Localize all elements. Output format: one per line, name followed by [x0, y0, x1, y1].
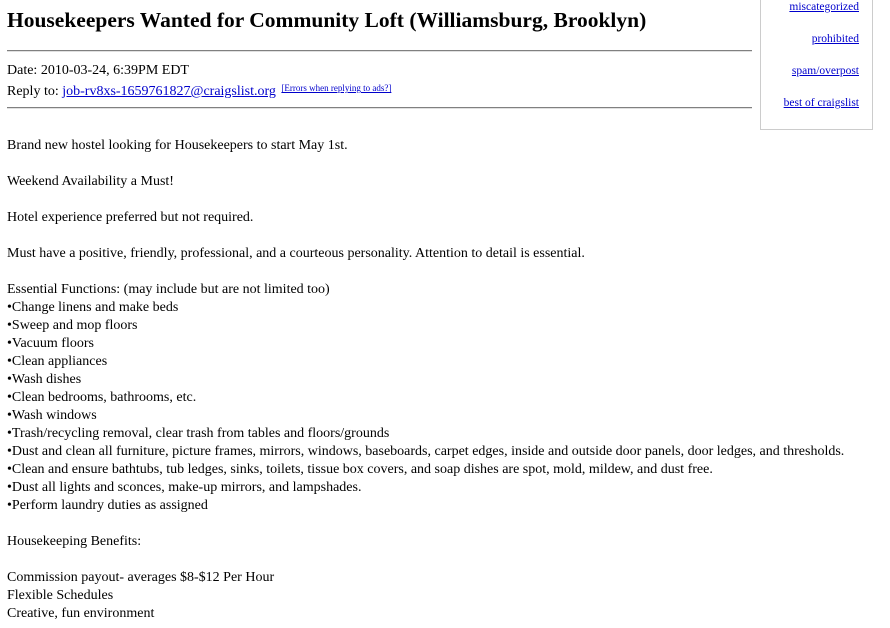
flag-box: [760, 0, 873, 130]
body-paragraph: Brand new hostel looking for Housekeepers to start May 1st.: [7, 138, 348, 153]
post-body: [7, 137, 844, 623]
function-item: • Clean appliances: [7, 353, 844, 371]
reply-errors-link[interactable]: [Errors when replying to ads?]: [281, 83, 392, 93]
function-item: • Vacuum floors: [7, 335, 844, 353]
benefits-heading: Housekeeping Benefits:: [7, 534, 142, 549]
function-item: • Trash/recycling removal, clear trash from tables and floors/grounds: [7, 425, 844, 443]
flag-link-prohibited[interactable]: prohibited: [811, 33, 859, 45]
benefits-list: [7, 569, 844, 623]
benefit-item: Flexible Schedules: [7, 588, 114, 603]
function-item: • Wash windows: [7, 407, 844, 425]
function-item: • Change linens and make beds: [7, 299, 844, 317]
flag-link-miscategorized[interactable]: miscategorized: [789, 1, 859, 13]
benefit-item: Commission payout- averages $8-$12 Per Hour: [7, 570, 275, 585]
flag-link-best-of-craigslist[interactable]: best of craigslist: [783, 97, 859, 109]
function-item: • Sweep and mop floors: [7, 317, 844, 335]
reply-label: Reply to:: [7, 84, 63, 99]
functions-heading: Essential Functions: (may include but are not limited too): [7, 282, 330, 297]
function-item: • Dust all lights and sconces, make-up mirrors, and lampshades.: [7, 479, 844, 497]
function-item: • Clean and ensure bathtubs, tub ledges, sinks, toilets, tissue box covers, and soap dishes are spot, mold, mildew, and dust free.: [7, 461, 844, 479]
flag-link-spam-overpost[interactable]: spam/overpost: [791, 65, 859, 77]
body-paragraph: Weekend Availability a Must!: [7, 174, 174, 189]
function-item: • Dust and clean all furniture, picture frames, mirrors, windows, baseboards, carpet edges, inside and outside door panels, door ledges, and thresholds.: [7, 443, 844, 461]
post-date: Date: 2010-03-24, 6:39PM EDT: [7, 63, 189, 78]
function-item: • Clean bedrooms, bathrooms, etc.: [7, 389, 844, 407]
function-item: • Perform laundry duties as assigned: [7, 497, 844, 515]
essential-functions-section: [7, 281, 844, 515]
benefit-item: Creative, fun environment: [7, 606, 155, 621]
functions-list: [7, 299, 844, 515]
header-divider: [7, 107, 752, 109]
reply-email-link[interactable]: job-rv8xs-1659761827@craigslist.org: [62, 84, 276, 99]
body-paragraph: Hotel experience preferred but not required.: [7, 210, 254, 225]
reply-line: [7, 83, 391, 101]
function-item: • Wash dishes: [7, 371, 844, 389]
title-divider: [7, 50, 752, 52]
post-title: Housekeepers Wanted for Community Loft (Williamsburg, Brooklyn): [7, 8, 647, 32]
body-paragraph: Must have a positive, friendly, professional, and a courteous personality. Attention to detail is essential.: [7, 246, 585, 261]
